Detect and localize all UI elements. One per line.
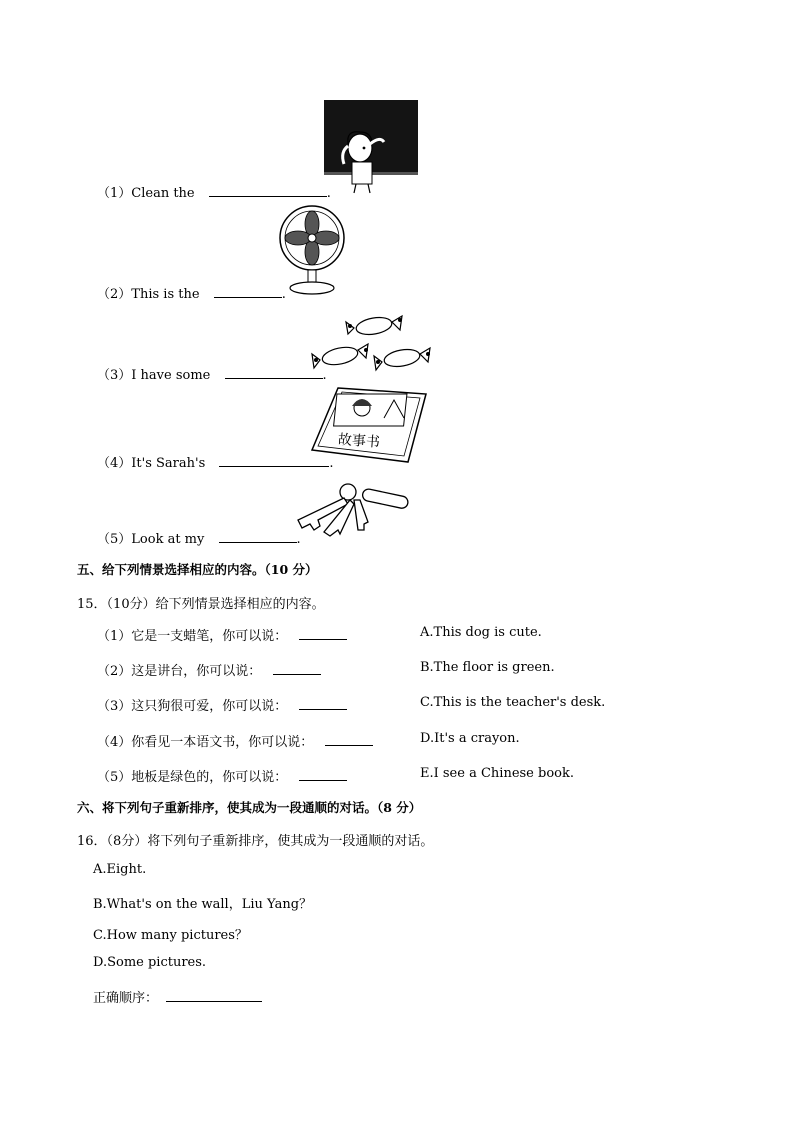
sentence-a: A.Eight. bbox=[93, 862, 147, 877]
answer-blank[interactable] bbox=[219, 454, 329, 467]
sentence-c: C.How many pictures？ bbox=[93, 928, 248, 943]
picture-item-2: （2）This is the . bbox=[97, 287, 286, 302]
option-a: A.This dog is cute. bbox=[420, 625, 542, 640]
situation-item-2: （2）这是讲台，你可以说： bbox=[97, 660, 321, 679]
item-text: I have some bbox=[131, 368, 211, 383]
item-number: （2） bbox=[97, 287, 132, 302]
blackboard-picture bbox=[324, 100, 420, 194]
option-d: D.It's a crayon. bbox=[420, 731, 520, 746]
candies-picture bbox=[310, 312, 436, 378]
sentence-b: B.What's on the wall，Liu Yang？ bbox=[93, 897, 313, 912]
picture-item-1: （1）Clean the . bbox=[97, 186, 331, 201]
picture-item-4: （4）It's Sarah's . bbox=[97, 456, 334, 471]
answer-blank[interactable] bbox=[225, 366, 323, 379]
item-number: （4） bbox=[97, 456, 132, 471]
picture-item-5: （5）Look at my . bbox=[97, 532, 301, 547]
answer-blank[interactable] bbox=[219, 530, 297, 543]
answer-order-label: 正确顺序： bbox=[93, 991, 159, 1006]
answer-blank[interactable] bbox=[299, 627, 347, 640]
picture-item-3: （3）I have some . bbox=[97, 368, 327, 383]
answer-order-row bbox=[93, 987, 262, 1006]
item-number: （1） bbox=[97, 186, 132, 201]
item-text: It's Sarah's bbox=[131, 456, 206, 471]
situation-item-3: （3）这只狗很可爱，你可以说： bbox=[97, 695, 347, 714]
section-6-heading: 六、将下列句子重新排序，使其成为一段通顺的对话。（8 分） bbox=[77, 800, 422, 815]
sentence-d: D.Some pictures. bbox=[93, 955, 207, 970]
item-text: Clean the bbox=[131, 186, 195, 201]
option-e: E.I see a Chinese book. bbox=[420, 766, 574, 781]
option-b: B.The floor is green. bbox=[420, 660, 555, 675]
section-5-heading: 五、给下列情景选择相应的内容。（10 分） bbox=[77, 562, 318, 577]
item-number: （3） bbox=[97, 368, 132, 383]
answer-blank[interactable] bbox=[209, 184, 327, 197]
storybook-title: 故事书 bbox=[337, 431, 381, 451]
option-c: C.This is the teacher's desk. bbox=[420, 695, 606, 710]
item-number: （5） bbox=[97, 532, 132, 547]
item-text: Look at my bbox=[131, 532, 205, 547]
question-16: 16．（8分）将下列句子重新排序，使其成为一段通顺的对话。 bbox=[77, 834, 434, 849]
fan-picture bbox=[276, 204, 346, 296]
situation-item-4: （4）你看见一本语文书，你可以说： bbox=[97, 731, 373, 750]
answer-order-blank[interactable] bbox=[166, 989, 262, 1002]
keys-picture bbox=[288, 480, 412, 540]
answer-blank[interactable] bbox=[299, 768, 347, 781]
answer-blank[interactable] bbox=[299, 697, 347, 710]
answer-blank[interactable] bbox=[325, 733, 373, 746]
situation-item-1: （1）它是一支蜡笔，你可以说： bbox=[97, 625, 347, 644]
answer-blank[interactable] bbox=[214, 285, 282, 298]
question-15: 15．（10分）给下列情景选择相应的内容。 bbox=[77, 597, 325, 612]
item-text: This is the bbox=[131, 287, 200, 302]
answer-blank[interactable] bbox=[273, 662, 321, 675]
situation-item-5: （5）地板是绿色的，你可以说： bbox=[97, 766, 347, 785]
